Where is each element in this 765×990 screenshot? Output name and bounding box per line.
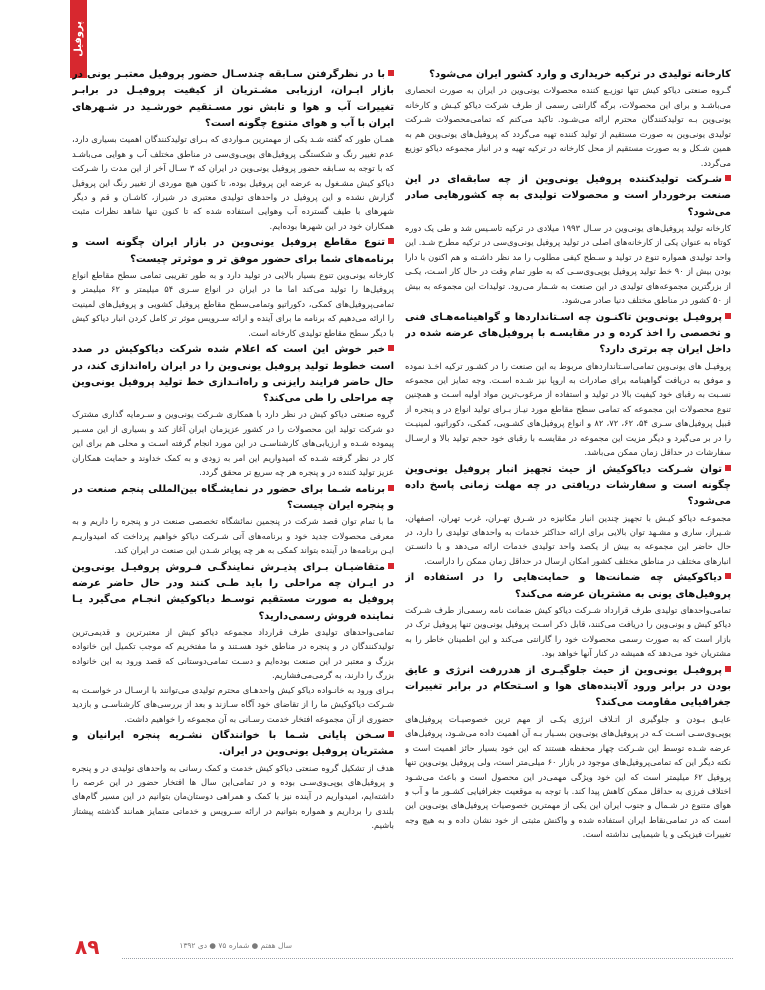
answer-paragraph: تمامی‌واحدهای تولیدی طرف قرارداد شـرکت دیاکو کیش ضمانت نامه رسمی‌از طرف شـرکت دیاکو کیش و یونی‌وین را دریافت می‌کنند، قابل ذکر اسـت پروفیل یونی‌وین تنها پروفیل ترک در بازار است که به صورت رسمی محصولات خود را گارانتی می‌کند و این اطمینان خاطر را به مشتریان خود می‌دهد که همیشه در کنار آنها خواهد بود. [405, 604, 731, 659]
red-square-bullet-icon [725, 313, 731, 319]
question-heading [405, 663, 731, 712]
answer-paragraph: گـروه صنعتی دیاکو کیش تنها توزیـع کننده محصولات یونی‌وین در ایران به صورت انحصاری می‌باشـد و برای این محصولات، برگه گارانتی رسمی از طرف شرکت دیاکو کیـش و کارخانه یونی‌وین بـه تولیدکنندگان محترم ارائه می‌شـود. تاکید می‌کنم که تمامی‌محصولات شـرکت تولیدی یونی‌وین به صورت مستقیم از تولید کننده تهیه می‌گردد که پروفیل‌های یونی‌وین هم به همین شـکل و به صورت مستقیم از محل کارخانه در ترکیه تهیه و در انبار مجموعه دیاکو توزیع می‌گردد. [405, 85, 731, 168]
question-text: دیاکوکیش چه ضمانت‌ها و حمایت‌هایی را در استفاده از پروفیل‌های یونی به مشتریان عرضه می‌کند؟ [405, 572, 731, 600]
qa-block [405, 172, 731, 308]
question-text: خبر خوش این است که اعلام شده شرکت دیاکوکیش در صدد است خطوط تولید پروفیل یونی‌وین را در ایران راه‌اندازی کند، در حال حاضر فرایند رایزنی و راه‌انـدازی خط تولید پروفیل یونی‌وین چه مراحلی را طی می‌کند؟ [72, 344, 394, 405]
question-heading [72, 728, 394, 761]
red-square-bullet-icon [388, 731, 394, 737]
qa-block [405, 67, 731, 170]
qa-block [405, 570, 731, 660]
answer-paragraph: همـان طور که گفته شـد یکی از مهمترین مـواردی که بـرای تولیدکنندگان اهمیت بسیاری دارد، عدم تغییر رنگ و شکستگی پروفیل‌های یوپی‌وی‌سی در مناطق مختلف آب و هوایی می‌باشـد که با توجه به سـابقه حضور پروفیل یونی‌وین در ایران که ۳ سـال آخر از این مدت را شـرکت دیاکو کیش مشـغول به عرضه این پروفیل بوده، تا کنون هیچ موردی از تغییر رنگ این پروفیل گزارش نشده و این پروفیل در واحدهای تولیدی معتبری در شیراز، کاشـان و قم و دیگر شهرهای با طیف گسترده آب وهوایی استفاده شده که تا کنون تنها شاهد نظرات مثبت همکاران خود در این شهرها بوده‌ایم. [72, 134, 394, 231]
answer-paragraph: پروفیـل های یونی‌وین تمامی‌اسـتانداردهای مربوط به این صنعت را در کشـور ترکیه اخـذ نموده و موفق به دریافت گواهینامه برای صادرات به اروپا نیز شـده اسـت. وجه تمایز این مجموعه نسـبت به رقبای خود کیفیت بالا در تولید و استفاده از مرغوب‌ترین مواد اولیه اسـت و همچنین تنوع محصولات این مجموعه که تمامی سطح مقاطع مورد نیـاز بـرای تولید انواع در و پنجره از قبیل پروفیل‌های سـری ۵۴، ۶۲، ۷۲، ۸۲ و انواع پروفیل‌های کشـویی، کمکی، دکوراتیو، لمینیـت را در بر می‌گیرد و دیگر مزیت این مجموعه در مقایسـه با رقبای خود حجم تولید بالا و ارسـال سفارشات در حداقل زمان ممکن می‌باشد. [405, 360, 731, 458]
red-square-bullet-icon [725, 175, 731, 181]
red-square-bullet-icon [388, 563, 394, 569]
answer-paragraph: گروه صنعتی دیاکو کیش در نظر دارد با همکاری شـرکت یونی‌وین و سـرمایه گذاری مشترک دو شرکت تولید این محصولات را در کشور عزیزمان ایران آغاز کند و بسیاری از این مسـیر پیموده شـده و ارزیابی‌های کارشناسـی در این مورد انجام گرفته اسـت و محلی هم برای این کار در نظر گرفته شـده که امیدواریم این امر به زودی و به کمک خداوند و حمایت همکاران عزیز تولید کننده در و پنجره هر چه سریع تر محقق گردد. [72, 409, 394, 478]
question-heading [72, 235, 394, 268]
question-text: تنوع مقاطع پروفیل یونی‌وین در بازار ایران چگونه است و برنامه‌های شما برای حضور موفق تر و موثرتر چیست؟ [72, 237, 394, 265]
right-column [405, 66, 731, 946]
red-square-bullet-icon [725, 666, 731, 672]
red-square-bullet-icon [388, 485, 394, 491]
red-square-bullet-icon [388, 70, 394, 76]
answer-paragraph: مجموعـه دیاکو کیـش با تجهیز چندین انبار مکانیزه در شـرق تهـران، غرب تهران، اصفهان، شـیراز، ساری و مشـهد توان بالایی برای ارائه حداکثر خدمات به واحدهای تولیدی را دارد، در حال حاضر این مجموعه به بیش از یکصد واحد تولیدی خدمات ارائه می‌دهد و با دانسـتن انبارهای مختلف در مناطق مختلف کشور امکان ارسال در حداقل زمان ممکن را داراست. [405, 512, 731, 566]
qa-block [405, 663, 731, 842]
answer-paragraph: ما با تمام توان قصد شرکت در پنجمین نمائشگاه تخصصی صنعت در و پنجره را داریم و به معرفی محصولات جدید خود و برنامه‌های آتی شـرکت دیاکو خواهیم پرداخت که امیدواریـم ایـن برنامه‌ها در آینده بتواند کمکی به هر چه پویاتر شـدن این صنعت در ایران کند. [72, 516, 394, 556]
issue-info: سال هفتم ● شماره ۷۵ ● دی ۱۳۹۲ [179, 941, 292, 950]
section-tab-label: پروفیل [73, 21, 84, 57]
qa-block [72, 728, 394, 833]
qa-block [405, 462, 731, 569]
question-text: پروفیـل یونی‌وین از حیث جلوگیـری از هدررفت انرژی و عایق بودن در برابر ورود آلاینده‌های هوا و اسـتحکام در برابر تغییرات جغرافیایی مقاومت می‌کند؟ [405, 664, 731, 709]
answer-paragraph: کارخانه یونی‌وین تنوع بسیار بالایی در تولید دارد و به طور تقریبی تمامی سطح مقاطع انواع پروفیل‌ها را تولید می‌کند اما ما در ایران در انواع سـری ۵۴ میلیمتر و ۶۲ میلیمتر و تمامی‌پروفیل‌های کمکی، دکوراتیو وتمامی‌سطح مقاطع پروفیل کشویی و پروفیل‌های لمینیت را ارائه می‌دهیم که برنامه ما برای آینده و ارائه سـرویس موثر تر کامل کردن انبار دیاکو کیش با دیگر سطح مقاطع تولیدی کارخانه است. [72, 269, 394, 338]
qa-block [72, 342, 394, 479]
qa-block [72, 67, 394, 233]
answer-paragraph: کارخانه تولید پروفیل‌های یونی‌وین در سـال ۱۹۹۳ میلادی در ترکیه تاسـیس شد و طی یک دوره کوتاه به عنوان یکی از کارخانه‌های اصلی در تولید پروفیل یونی‌وی‌سی در ترکیه مطرح شـد. این واحد تولیدی همواره تنوع در تولید و سـطح کیفی مطلوب را مد نظر داشـته و هم اکنون با دارا بودن بیش از ۹۰ خط تولید پروفیل یوپی‌وی‌سـی که به طور تمام وقت در حال کار اسـت، یکـی از بزرگترین مجموعه‌های تولیدی در این صنعت به شـمار می‌رود. تولیدات این مجموعه به بیش از ۵۰ کشور در مناطق مختلف دنیا صادر می‌شود. [405, 222, 731, 306]
question-heading [72, 482, 394, 515]
left-column [72, 66, 394, 946]
red-square-bullet-icon [725, 573, 731, 579]
question-heading [405, 310, 731, 359]
answer-paragraph: تمامی‌واحدهای تولیدی طرف قرارداد مجموعه دیاکو کیش از معتبرترین و قدیمی‌ترین تولیدکنندگان در و پنجره در مناطق خود هسـتند و ما مفتخریم که موجب تکمیل این خانواده بزرگ و معتبر در این صنعت بوده‌ایم و دسـت تمامی‌دوستانی که قصد ورود به این خانواده بزرگ را دارند، به گرمی‌می‌فشاریم. بـرای ورود به خانـواده دیاکو کیش واحدهـای محترم تولیدی می‌توانند با ارسـال در خواسـت به شـرکت دیاکوکیش ما را از تقاضای خود آگاه سـازند و بعد از بررسی‌های کارشناسـی و بازدید حضوری از آن مجموعه افتخار خدمت رسـانی به آن مجموعه را خواهیم داشت. [72, 626, 394, 724]
question-text: پروفیـل یونی‌وین تاکنـون چه اسـتانداردها و گواهینامه‌هـای فنی و تخصصی را اخذ کرده و در مقایسـه با پروفیل‌های عرضه شده در داخل ایران چه برتری دارد؟ [405, 311, 731, 356]
question-text: متقاضیـان بـرای پذیـرش نمایندگـی فـروش پروفیـل یونی‌وین در ایـران چه مراحلی را باید طـی کنند ودر حال حاضر عرضه پروفیل به صورت مستقیم توسـط دیاکوکیش انجـام می‌گیرد یـا نماینده فروش رسمی‌دارید؟ [72, 561, 394, 622]
question-heading [405, 570, 731, 603]
answer-paragraph: عایـق بـودن و جلوگیری از اتـلاف انرژی یکـی از مهم ترین خصوصیـات پروفیل‌های یوپی‌وی‌سـی اسـت کـه در پروفیل‌های یونی‌وین بسـیار بـه آن اهمیت داده می‌شـود، پروفیل‌های عرضه شـده توسط این شـرکت چهار محفظه هستند که این خود بسیار حائز اهمیت است و نکته دیگر این که تمامی‌پروفیل‌های موجود در بازار ۶۰ میلی‌متر است، ولی پروفیل یونی‌وین تنها پروفیل ۶۲ میلیمتر است که این خود ویژگی مهمی‌در این محصول است و باعث می‌شـود اختلاف فرزی به حداقل ممکن کاهش پیدا کند. با توجه به موقعیت جغرافیایی کشـور ما و آب و هوای متنوع در شـمال و جنوب ایران این یکی از مهمترین خصوصیات پروفیل‌های یونی‌وین این است که در تمامی‌نقاط ایران استفاده شده و واکنش مثبتی از خود نشان داده و به هیچ وجه تغییرات فیزیکی و یا شیمیایی نداشته است. [405, 713, 731, 840]
qa-block [405, 310, 731, 460]
red-square-bullet-icon [388, 238, 394, 244]
question-heading [405, 462, 731, 511]
question-text: شـرکت تولیدکننده پروفیل یونی‌وین از چه سابقه‌ای در این صنعت برخوردار است و محصولات تولیدی به چه کشورهایی صادر می‌شود؟ [405, 174, 731, 218]
question-text: برنامه شـما برای حضور در نمایشـگاه بین‌المللی پنجم صنعت در و پنجره ایران چیست؟ [72, 483, 394, 511]
footer-divider [122, 958, 733, 959]
question-text: با در نظرگرفتن سـابقه چندسـال حضور پروفیل معتبـر یونی در بازار ایـران، ارزیابی مشـتریان از کیفیت پروفیـل در برابـر تغییرات آب و هوا و تابش نور مسـتقیم خورشـید در شـهرهای ایران با آب و هوای متنوع چگونه است؟ [72, 69, 394, 129]
qa-block [72, 560, 394, 726]
page-number: ۸۹ [75, 935, 100, 959]
red-square-bullet-icon [388, 345, 394, 351]
qa-block [72, 482, 394, 558]
qa-block [72, 235, 394, 340]
question-text: سـخن پایانی شـما با خوانندگان نشـریه پنجره ایرانیان و مشتریان پروفیل یونی‌وین در ایران. [72, 729, 394, 758]
question-heading [72, 560, 394, 625]
question-heading [72, 67, 394, 132]
answer-paragraph: هدف از تشکیل گروه صنعتی دیاکو کیش خدمت و کمک رسانی به واحدهای تولیدی در و پنجره و پروفیل‌های یوپی‌وی‌سـی بوده و در تمامی‌این سال ها افتخار حضور در این عرصه را داشته‌ایم، امیدواریم در آینده نیز با کمک و همراهی دوستان‌مان بتوانیم در این مسیر گام‌های بلندی را برداریم و همواره بتوانیم در ارائه سـرویس و خدماتی متمایز همانند گذشته پیشتاز باشیم. [72, 762, 394, 831]
question-heading [405, 67, 731, 83]
question-text: توان شـرکت دیاکوکیش از حیث تجهیز انبار پروفیل یونی‌وین چگونه است و سفارشات دریافتی در چه مهلت زمانی پاسخ داده می‌شود؟ [405, 463, 731, 508]
question-heading [72, 342, 394, 407]
question-heading [405, 172, 731, 221]
red-square-bullet-icon [725, 465, 731, 471]
question-text: کارخانه تولیدی در ترکیه خریداری و وارد کشور ایران می‌شود؟ [429, 69, 731, 80]
